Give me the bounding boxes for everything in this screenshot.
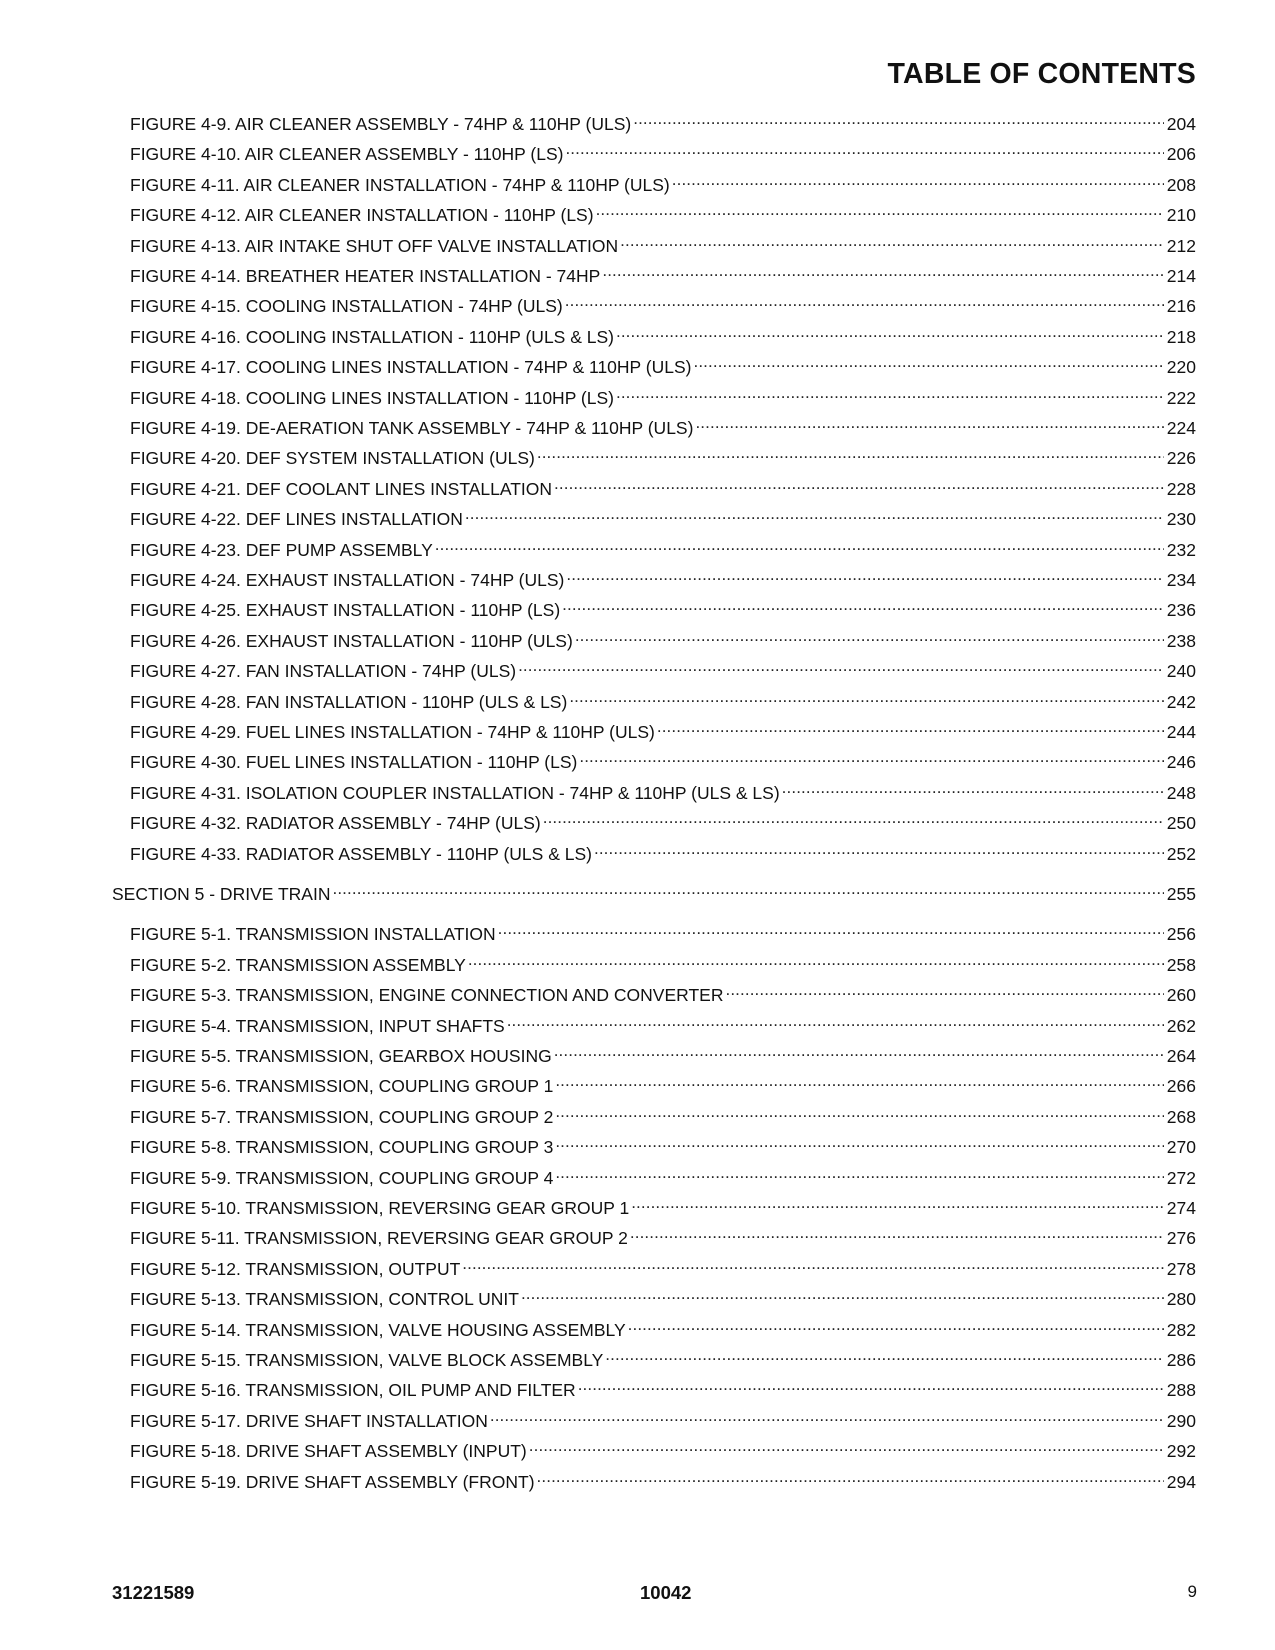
toc-figure-entry[interactable] bbox=[130, 949, 1196, 975]
toc-entry-label: FIGURE 4-27. FAN INSTALLATION - 74HP (ULS) bbox=[130, 661, 517, 682]
toc-figure-entry[interactable] bbox=[130, 807, 1196, 834]
dot-leader bbox=[565, 290, 1164, 312]
toc-entry-label: FIGURE 5-2. TRANSMISSION ASSEMBLY bbox=[130, 954, 466, 975]
toc-figure-entry[interactable] bbox=[130, 473, 1196, 499]
dot-leader bbox=[555, 1131, 1163, 1153]
toc-entry-label: FIGURE 4-29. FUEL LINES INSTALLATION - 74HP & 110HP (ULS) bbox=[130, 722, 655, 742]
toc-entry-page: 248 bbox=[1166, 782, 1196, 803]
toc-figure-entry[interactable] bbox=[130, 1101, 1196, 1127]
toc-entry-page: 212 bbox=[1166, 235, 1196, 256]
page-title: TABLE OF CONTENTS bbox=[887, 58, 1196, 90]
toc-figure-entry[interactable] bbox=[130, 382, 1196, 408]
toc-entry-page: 260 bbox=[1166, 985, 1196, 1006]
dot-leader bbox=[332, 878, 1163, 900]
toc-entry-label: FIGURE 4-18. COOLING LINES INSTALLATION - 110HP (LS) bbox=[130, 387, 614, 408]
dot-leader bbox=[579, 746, 1163, 768]
dot-leader bbox=[575, 625, 1164, 647]
toc-figure-entry[interactable] bbox=[130, 1253, 1196, 1279]
toc-entry-page: 232 bbox=[1166, 539, 1196, 560]
toc-entry-page: 240 bbox=[1166, 661, 1196, 682]
toc-entry-label: FIGURE 4-17. COOLING LINES INSTALLATION - 74HP & 110HP (ULS) bbox=[130, 357, 692, 378]
dot-leader bbox=[782, 777, 1164, 799]
toc-entry-page: 250 bbox=[1166, 813, 1196, 834]
toc-figure-entry[interactable] bbox=[130, 199, 1196, 226]
toc-entry-page: 272 bbox=[1166, 1167, 1196, 1188]
toc-entry-page: 256 bbox=[1166, 924, 1196, 945]
footer-page-number: 9 bbox=[1187, 1582, 1197, 1601]
toc-entry-label: FIGURE 5-7. TRANSMISSION, COUPLING GROUP 2 bbox=[130, 1106, 554, 1127]
toc-entry-label: FIGURE 5-17. DRIVE SHAFT INSTALLATION bbox=[130, 1410, 488, 1431]
toc-entry-page: 246 bbox=[1166, 752, 1196, 773]
dot-leader bbox=[462, 1253, 1164, 1275]
toc-entry-page: 214 bbox=[1166, 266, 1196, 286]
dot-leader bbox=[554, 1040, 1164, 1062]
toc-figure-entry[interactable] bbox=[130, 1435, 1196, 1462]
footer-doc-number: 31221589 bbox=[112, 1582, 195, 1603]
toc-entry-label: FIGURE 5-10. TRANSMISSION, REVERSING GEAR GROUP 1 bbox=[130, 1198, 630, 1218]
dot-leader bbox=[569, 686, 1163, 708]
toc-entry-label: FIGURE 4-30. FUEL LINES INSTALLATION - 110HP (LS) bbox=[130, 752, 578, 773]
toc-entry-page: 244 bbox=[1166, 722, 1196, 742]
dot-leader bbox=[630, 1222, 1164, 1244]
toc-entry-page: 208 bbox=[1166, 174, 1196, 195]
dot-leader bbox=[693, 351, 1163, 373]
toc-entry-page: 258 bbox=[1166, 954, 1196, 975]
toc-figure-entry[interactable] bbox=[130, 442, 1196, 469]
toc-entry-page: 288 bbox=[1166, 1380, 1196, 1401]
dot-leader bbox=[672, 169, 1164, 191]
toc-entry-page: 242 bbox=[1166, 691, 1196, 712]
dot-leader bbox=[465, 503, 1164, 525]
dot-leader bbox=[537, 1466, 1164, 1488]
toc-figure-entry[interactable] bbox=[130, 260, 1196, 286]
dot-leader bbox=[490, 1405, 1164, 1427]
dot-leader bbox=[605, 1344, 1164, 1366]
toc-entry-label: FIGURE 5-4. TRANSMISSION, INPUT SHAFTS bbox=[130, 1015, 505, 1036]
dot-leader bbox=[566, 564, 1163, 586]
dot-leader bbox=[554, 473, 1164, 495]
toc-entry-label: FIGURE 4-16. COOLING INSTALLATION - 110HP (ULS & LS) bbox=[130, 326, 614, 347]
toc-entry-page: 266 bbox=[1166, 1076, 1196, 1097]
toc-entry-page: 226 bbox=[1166, 448, 1196, 469]
toc-entry-label: FIGURE 4-26. EXHAUST INSTALLATION - 110HP (ULS) bbox=[130, 630, 573, 651]
toc-entry-label: FIGURE 5-5. TRANSMISSION, GEARBOX HOUSING bbox=[130, 1046, 552, 1066]
toc-figure-entry[interactable] bbox=[130, 138, 1196, 165]
toc-entry-label: FIGURE 4-10. AIR CLEANER ASSEMBLY - 110HP (LS) bbox=[130, 144, 564, 165]
dot-leader bbox=[596, 199, 1164, 221]
toc-figure-entry[interactable] bbox=[130, 1192, 1196, 1218]
toc-figure-entry[interactable] bbox=[130, 1466, 1196, 1492]
toc-entry-label: FIGURE 4-24. EXHAUST INSTALLATION - 74HP (ULS) bbox=[130, 570, 565, 590]
dot-leader bbox=[628, 1314, 1164, 1336]
toc-entry-label: FIGURE 4-13. AIR INTAKE SHUT OFF VALVE INSTALLATION bbox=[130, 235, 619, 256]
toc-figure-entry[interactable] bbox=[130, 412, 1196, 438]
dot-leader bbox=[507, 1010, 1164, 1032]
toc-entry-page: 216 bbox=[1166, 296, 1196, 317]
dot-leader bbox=[555, 1070, 1163, 1092]
toc-entry-page: 255 bbox=[1166, 884, 1196, 904]
dot-leader bbox=[616, 382, 1164, 404]
toc-figure-entry[interactable] bbox=[130, 1374, 1196, 1401]
toc-figure-entry[interactable] bbox=[130, 979, 1196, 1006]
toc-entry-page: 290 bbox=[1166, 1410, 1196, 1431]
toc-figure-entry[interactable] bbox=[130, 918, 1196, 945]
toc-entry-page: 294 bbox=[1166, 1471, 1196, 1492]
toc-entry-label: FIGURE 4-20. DEF SYSTEM INSTALLATION (ULS) bbox=[130, 448, 535, 469]
toc-figure-entry[interactable] bbox=[130, 838, 1196, 864]
toc-figure-entry[interactable] bbox=[130, 625, 1196, 651]
toc-entry-page: 278 bbox=[1166, 1258, 1196, 1279]
toc-entry-page: 262 bbox=[1166, 1015, 1196, 1036]
dot-leader bbox=[594, 838, 1164, 860]
toc-entry-label: FIGURE 4-11. AIR CLEANER INSTALLATION - 74HP & 110HP (ULS) bbox=[130, 174, 670, 195]
toc-entry-page: 270 bbox=[1166, 1137, 1196, 1158]
toc-figure-entry[interactable] bbox=[130, 534, 1196, 560]
toc-entry-page: 286 bbox=[1166, 1350, 1196, 1370]
toc-entry-page: 218 bbox=[1166, 326, 1196, 347]
footer-center-code: 10042 bbox=[640, 1582, 692, 1603]
toc-entry-label: FIGURE 4-32. RADIATOR ASSEMBLY - 74HP (ULS) bbox=[130, 813, 541, 834]
toc-entry-label: FIGURE 5-6. TRANSMISSION, COUPLING GROUP 1 bbox=[130, 1076, 554, 1097]
toc-figure-entry[interactable] bbox=[130, 686, 1196, 712]
dot-leader bbox=[518, 655, 1164, 677]
toc-figure-entry[interactable] bbox=[130, 1314, 1196, 1340]
toc-figure-entry[interactable] bbox=[130, 503, 1196, 530]
toc-entry-label: FIGURE 4-31. ISOLATION COUPLER INSTALLATION - 74HP & 110HP (ULS & LS) bbox=[130, 782, 780, 803]
toc-entry-page: 280 bbox=[1166, 1289, 1196, 1310]
toc-entry-label: FIGURE 4-23. DEF PUMP ASSEMBLY bbox=[130, 539, 433, 560]
toc-figure-entry[interactable] bbox=[130, 321, 1196, 347]
toc-entry-label: FIGURE 5-1. TRANSMISSION INSTALLATION bbox=[130, 924, 496, 945]
toc-entry-page: 274 bbox=[1166, 1198, 1196, 1218]
toc-entry-page: 292 bbox=[1166, 1441, 1196, 1462]
dot-leader bbox=[657, 716, 1164, 738]
toc-entry-label: FIGURE 4-21. DEF COOLANT LINES INSTALLATION bbox=[130, 478, 553, 499]
toc-entry-label: FIGURE 4-28. FAN INSTALLATION - 110HP (ULS & LS) bbox=[130, 691, 568, 712]
dot-leader bbox=[616, 321, 1164, 343]
toc-entry-page: 282 bbox=[1166, 1319, 1196, 1340]
toc-entry-label: FIGURE 5-16. TRANSMISSION, OIL PUMP AND FILTER bbox=[130, 1380, 576, 1401]
dot-leader bbox=[565, 138, 1163, 160]
dot-leader bbox=[537, 442, 1164, 464]
toc-figure-entry[interactable] bbox=[130, 1283, 1196, 1310]
toc-entry-page: 264 bbox=[1166, 1046, 1196, 1066]
toc-entry-label: FIGURE 5-3. TRANSMISSION, ENGINE CONNECTION AND CONVERTER bbox=[130, 985, 724, 1006]
toc-entry-page: 230 bbox=[1166, 509, 1196, 530]
toc-entry-page: 236 bbox=[1166, 600, 1196, 621]
toc-entry-label: FIGURE 5-13. TRANSMISSION, CONTROL UNIT bbox=[130, 1289, 519, 1310]
toc-figure-entry[interactable] bbox=[130, 1131, 1196, 1158]
dot-leader bbox=[578, 1374, 1164, 1396]
toc-figure-entry[interactable] bbox=[130, 564, 1196, 590]
toc-entry-page: 238 bbox=[1166, 630, 1196, 651]
dot-leader bbox=[521, 1283, 1164, 1305]
toc-entry-page: 276 bbox=[1166, 1228, 1196, 1249]
toc-entry-label: FIGURE 5-9. TRANSMISSION, COUPLING GROUP 4 bbox=[130, 1167, 554, 1188]
toc-figure-entry[interactable] bbox=[130, 746, 1196, 773]
dot-leader bbox=[695, 412, 1163, 434]
toc-entry-page: 252 bbox=[1166, 843, 1196, 864]
toc-entry-label: FIGURE 4-22. DEF LINES INSTALLATION bbox=[130, 509, 463, 530]
toc-figure-entry[interactable] bbox=[130, 1222, 1196, 1249]
toc-figure-entry[interactable] bbox=[130, 594, 1196, 621]
toc-entry-label: FIGURE 5-8. TRANSMISSION, COUPLING GROUP 3 bbox=[130, 1137, 554, 1158]
toc-figure-entry[interactable] bbox=[130, 230, 1196, 256]
toc-figure-entry[interactable] bbox=[130, 1010, 1196, 1036]
toc-entry-label: FIGURE 4-15. COOLING INSTALLATION - 74HP (ULS) bbox=[130, 296, 563, 317]
toc-figure-entry[interactable] bbox=[130, 169, 1196, 195]
toc-figure-entry[interactable] bbox=[130, 290, 1196, 317]
toc-entry-page: 234 bbox=[1166, 570, 1196, 590]
dot-leader bbox=[529, 1435, 1164, 1457]
dot-leader bbox=[555, 1162, 1163, 1184]
toc-entry-page: 210 bbox=[1166, 205, 1196, 226]
toc-figure-entry[interactable] bbox=[130, 351, 1196, 378]
toc-entry-label: FIGURE 5-12. TRANSMISSION, OUTPUT bbox=[130, 1258, 461, 1279]
dot-leader bbox=[725, 979, 1163, 1001]
dot-leader bbox=[498, 918, 1164, 940]
toc-entry-label: SECTION 5 - DRIVE TRAIN bbox=[112, 884, 331, 904]
toc-figure-entry[interactable] bbox=[130, 777, 1196, 803]
toc-entry-label: FIGURE 5-11. TRANSMISSION, REVERSING GEAR GROUP 2 bbox=[130, 1228, 628, 1249]
dot-leader bbox=[633, 108, 1164, 130]
toc-figure-entry[interactable] bbox=[130, 1405, 1196, 1431]
toc-entry-label: FIGURE 4-19. DE-AERATION TANK ASSEMBLY - 74HP & 110HP (ULS) bbox=[130, 418, 694, 438]
toc-figure-entry[interactable] bbox=[130, 1070, 1196, 1097]
toc-entry-label: FIGURE 5-15. TRANSMISSION, VALVE BLOCK ASSEMBLY bbox=[130, 1350, 604, 1370]
toc-entry-page: 224 bbox=[1166, 418, 1196, 438]
toc-section-entry[interactable] bbox=[112, 878, 1196, 904]
toc-entry-label: FIGURE 4-9. AIR CLEANER ASSEMBLY - 74HP & 110HP (ULS) bbox=[130, 114, 632, 134]
dot-leader bbox=[620, 230, 1164, 252]
dot-leader bbox=[555, 1101, 1163, 1123]
toc-entry-page: 206 bbox=[1166, 144, 1196, 165]
toc-entry-page: 220 bbox=[1166, 357, 1196, 378]
dot-leader bbox=[543, 807, 1164, 829]
toc-figure-entry[interactable] bbox=[130, 716, 1196, 742]
dot-leader bbox=[435, 534, 1164, 556]
toc-entry-label: FIGURE 5-14. TRANSMISSION, VALVE HOUSING ASSEMBLY bbox=[130, 1319, 626, 1340]
toc-figure-entry[interactable] bbox=[130, 1344, 1196, 1370]
toc-entry-label: FIGURE 4-25. EXHAUST INSTALLATION - 110HP (LS) bbox=[130, 600, 561, 621]
toc-entry-label: FIGURE 5-18. DRIVE SHAFT ASSEMBLY (INPUT) bbox=[130, 1441, 527, 1462]
toc-entry-label: FIGURE 4-33. RADIATOR ASSEMBLY - 110HP (ULS & LS) bbox=[130, 843, 592, 864]
toc-entry-page: 222 bbox=[1166, 387, 1196, 408]
toc-entry-label: FIGURE 4-12. AIR CLEANER INSTALLATION - 110HP (LS) bbox=[130, 205, 594, 226]
toc-entry-page: 228 bbox=[1166, 478, 1196, 499]
toc-entry-page: 204 bbox=[1166, 114, 1196, 134]
toc-figure-entry[interactable] bbox=[130, 655, 1196, 682]
toc-figure-entry[interactable] bbox=[130, 1162, 1196, 1188]
toc-figure-entry[interactable] bbox=[130, 1040, 1196, 1066]
dot-leader bbox=[602, 260, 1163, 282]
toc-figure-entry[interactable] bbox=[130, 108, 1196, 134]
dot-leader bbox=[562, 594, 1164, 616]
dot-leader bbox=[631, 1192, 1164, 1214]
toc-entry-label: FIGURE 4-14. BREATHER HEATER INSTALLATION - 74HP bbox=[130, 266, 601, 286]
toc-entry-label: FIGURE 5-19. DRIVE SHAFT ASSEMBLY (FRONT) bbox=[130, 1471, 535, 1492]
dot-leader bbox=[468, 949, 1164, 971]
toc-entry-page: 268 bbox=[1166, 1106, 1196, 1127]
